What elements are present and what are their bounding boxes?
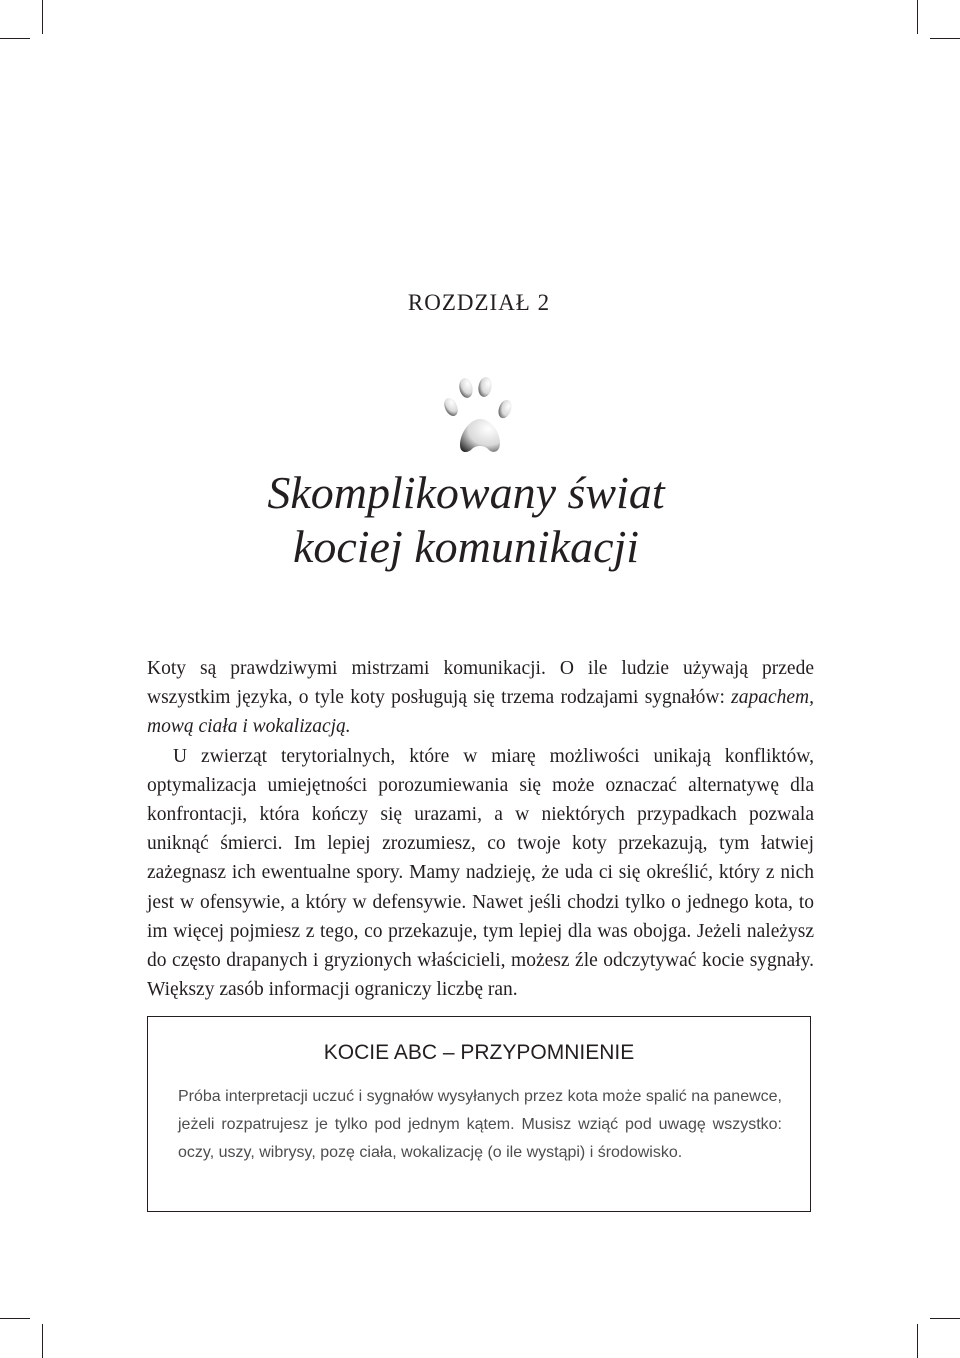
intro-paragraph <box>147 654 814 742</box>
crop-mark <box>930 1318 960 1319</box>
chapter-label: ROZDZIAŁ 2 <box>407 290 551 315</box>
chapter-title-line2: kociej komunikacji <box>292 521 640 572</box>
intro-text: Koty są prawdziwymi mistrzami komunikacji. O ile ludzie używają przede wszystkim języka, o tyle koty posługują się trzema rodzajami sygnałów: <box>147 658 814 709</box>
crop-mark <box>917 0 918 34</box>
main-paragraph: U zwierząt terytorialnych, które w miarę możliwości unikają konfliktów, optymalizacja umiejętności porozumiewania się może oznaczać alternatywę dla konfrontacji, która kończy się urazami, a w niektórych przypadkach pozwala uniknąć śmierci. Im lepiej zrozumiesz, co twoje koty przekazują, tym łatwiej zażegnasz ich ewentualne spory. Mamy nadzieję, że uda ci się określić, który z nich jest w ofensywie, a który w defensywie. Nawet jeśli chodzi tylko o jednego kota, to im więcej pojmiesz z tego, co przekazuje, tym lepiej dla was obojga. Jeżeli należysz do często drapanych i gryzionych właścicieli, możesz źle odczytywać kocie sygnały. Większy zasób informacji ograniczy liczbę ran. <box>147 745 814 1001</box>
crop-mark <box>917 1324 918 1358</box>
reminder-box <box>147 1016 811 1212</box>
reminder-box-text: Próba interpretacji uczuć i sygnałów wysyłanych przez kota może spalić na panewce, jeżeli rozpatrujesz je tylko pod jednym kątem. Musisz wziąć pod uwagę wszystko: oczy, uszy, wibrysy, pozę ciała, wokalizację (o ile wystąpi) i środowisko. <box>178 1088 782 1161</box>
chapter-title <box>0 466 932 574</box>
chapter-title-line1: Skomplikowany świat <box>267 467 665 518</box>
body-text <box>147 654 814 1004</box>
crop-mark <box>930 38 960 39</box>
crop-mark <box>0 38 30 39</box>
crop-mark <box>0 1318 30 1319</box>
crop-mark <box>42 0 43 34</box>
reminder-box-title: KOCIE ABC – PRZYPOMNIENIE <box>323 1041 635 1064</box>
intro-italic: zapachem, mową ciała i wokalizacją. <box>147 687 814 738</box>
paw-print-icon <box>442 375 518 455</box>
crop-mark <box>42 1324 43 1358</box>
